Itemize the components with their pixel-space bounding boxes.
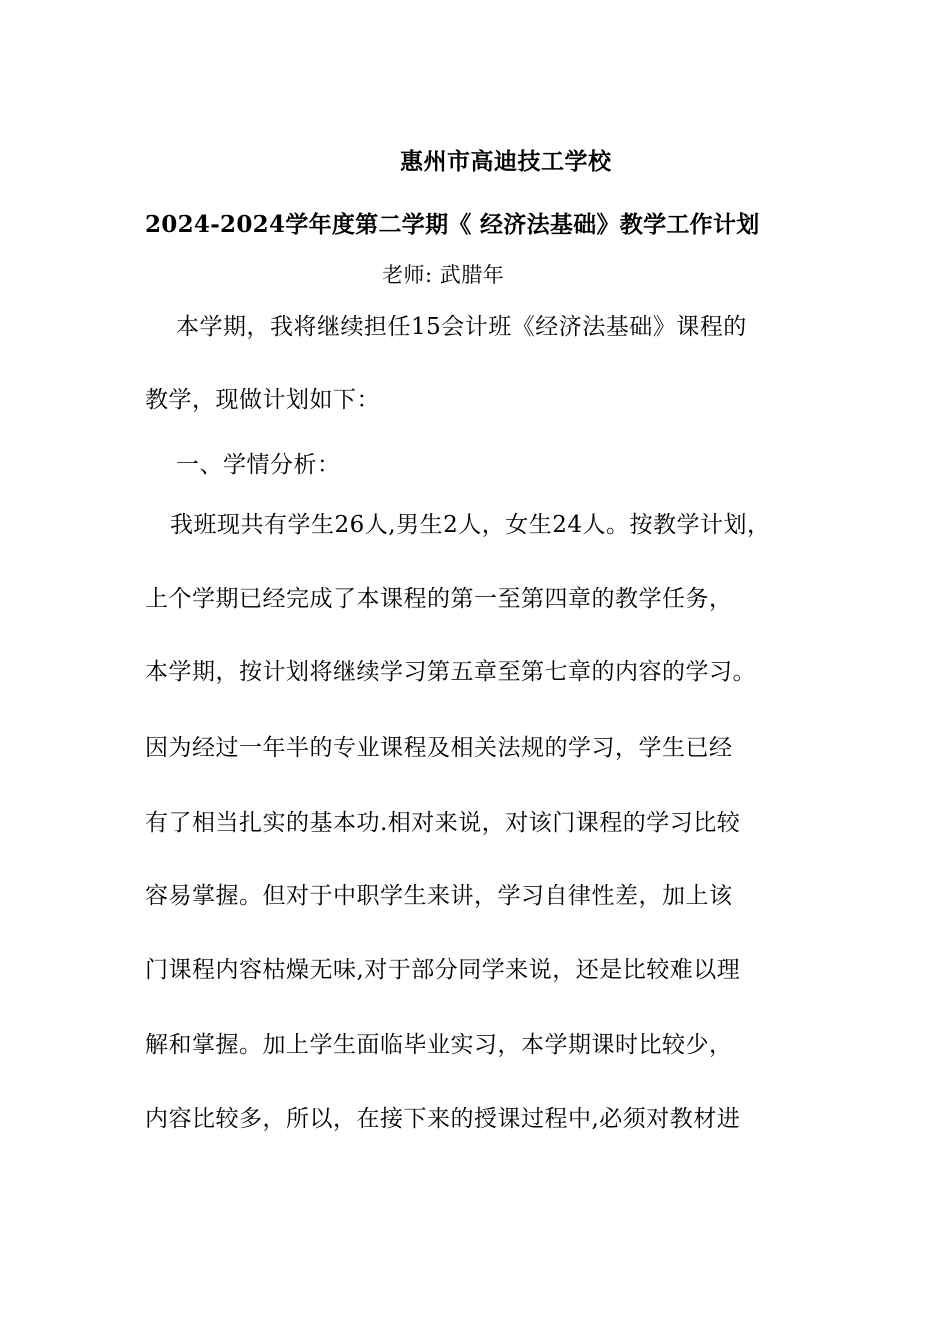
- body-line: 我班现共有学生26人,男生2人，女生24人。按教学计划，: [170, 512, 771, 538]
- body-line: 有了相当扎实的基本功.相对来说，对该门课程的学习比较: [145, 810, 741, 836]
- body-line: 上个学期已经完成了本课程的第一至第四章的教学任务，: [145, 586, 733, 612]
- body-line: 门课程内容枯燥无味,对于部分同学来说，还是比较难以理: [145, 957, 741, 983]
- section-heading: 一、学情分析：: [176, 452, 341, 478]
- body-line: 因为经过一年半的专业课程及相关法规的学习，学生已经: [145, 735, 733, 761]
- intro-paragraph-line: 本学期，我将继续担任15会计班《经济法基础》课程的: [176, 314, 747, 340]
- body-line: 容易掌握。但对于中职学生来讲，学习自律性差，加上该: [145, 883, 733, 909]
- teacher-name: 老师: 武腊年: [382, 263, 505, 287]
- intro-paragraph-line: 教学，现做计划如下：: [145, 387, 380, 413]
- plan-title: 2024-2024学年度第二学期《 经济法基础》教学工作计划: [145, 211, 760, 238]
- school-name: 惠州市高迪技工学校: [400, 148, 612, 175]
- body-line: 解和掌握。加上学生面临毕业实习，本学期课时比较少，: [145, 1032, 733, 1058]
- body-line: 本学期，按计划将继续学习第五章至第七章的内容的学习。: [145, 659, 756, 685]
- body-line: 内容比较多，所以，在接下来的授课过程中,必须对教材进: [145, 1106, 741, 1132]
